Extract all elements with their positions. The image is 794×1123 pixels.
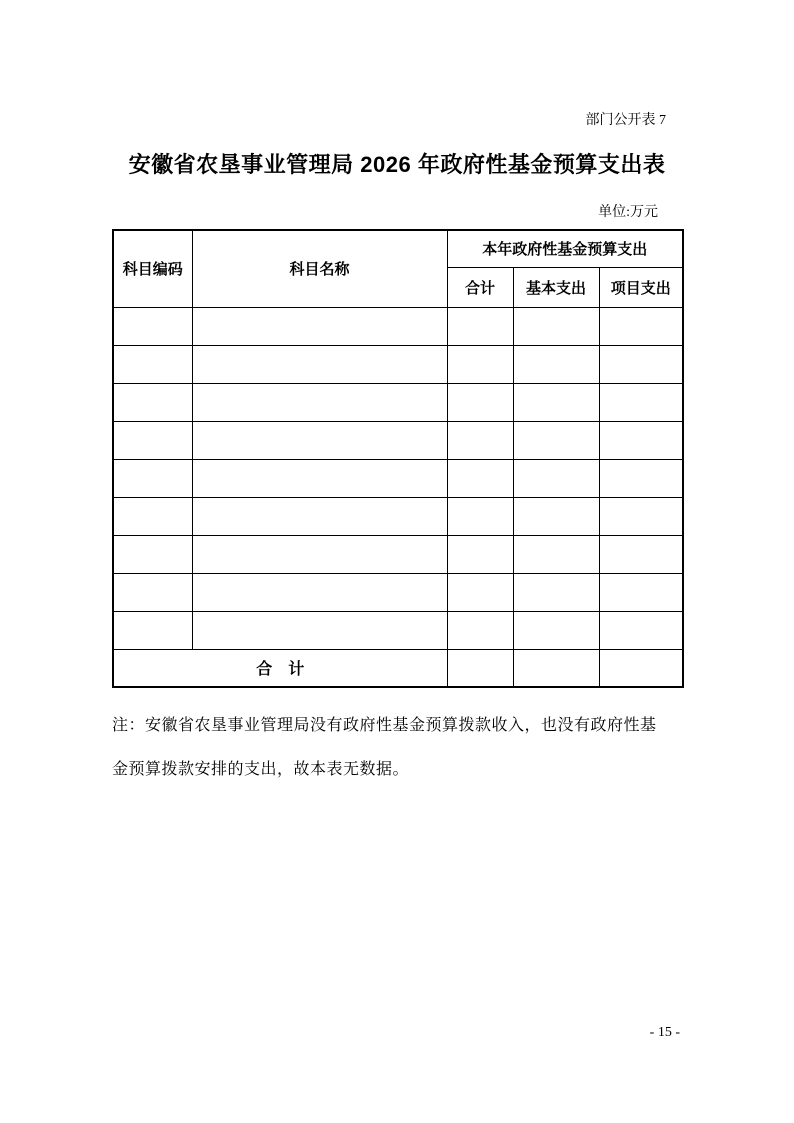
page-title: 安徽省农垦事业管理局 2026 年政府性基金预算支出表 (128, 152, 666, 177)
table-cell (192, 573, 447, 611)
table-cell (192, 383, 447, 421)
table-row (113, 459, 683, 497)
table-cell (113, 345, 192, 383)
table-cell (113, 611, 192, 649)
table-row (113, 497, 683, 535)
header-subject-code: 科目编码 (113, 230, 192, 307)
table-cell (192, 497, 447, 535)
total-row (113, 649, 683, 687)
page-number: - 15 - (649, 1025, 680, 1040)
table-row (113, 307, 683, 345)
table-cell (599, 611, 683, 649)
table-footer (113, 649, 683, 687)
table-header (113, 230, 683, 307)
table-cell (113, 459, 192, 497)
table-row (113, 611, 683, 649)
total-label-cell: 合 计 (113, 649, 447, 687)
table-cell (447, 421, 513, 459)
table-cell (513, 535, 599, 573)
table-cell (513, 421, 599, 459)
table-row (113, 383, 683, 421)
total-project-cell (599, 649, 683, 687)
table-cell (513, 459, 599, 497)
table-cell (447, 383, 513, 421)
header-project-expenditure: 项目支出 (599, 267, 683, 307)
table-cell (447, 573, 513, 611)
header-basic-expenditure: 基本支出 (513, 267, 599, 307)
table-cell (113, 307, 192, 345)
total-basic-cell (513, 649, 599, 687)
table-cell (599, 497, 683, 535)
table-cell (192, 421, 447, 459)
total-sum-cell (447, 649, 513, 687)
table-cell (447, 345, 513, 383)
table-cell (513, 611, 599, 649)
header-row-1 (113, 230, 683, 267)
note-line-1: 注：安徽省农垦事业管理局没有政府性基金预算拨款收入，也没有政府性基 (112, 717, 657, 734)
budget-table (112, 229, 684, 688)
table-row (113, 421, 683, 459)
header-total: 合计 (447, 267, 513, 307)
table-cell (599, 345, 683, 383)
table-cell (599, 307, 683, 345)
table-cell (113, 497, 192, 535)
table-cell (192, 611, 447, 649)
header-expenditure-group: 本年政府性基金预算支出 (447, 230, 683, 267)
table-cell (113, 573, 192, 611)
table-cell (447, 611, 513, 649)
content-area (112, 0, 682, 792)
note-line-2: 金预算拨款安排的支出，故本表无数据。 (112, 761, 410, 778)
table-cell (113, 383, 192, 421)
note (112, 704, 682, 792)
table-cell (447, 535, 513, 573)
table-body (113, 307, 683, 649)
table-cell (513, 497, 599, 535)
table-cell (513, 307, 599, 345)
table-cell (599, 535, 683, 573)
table-cell (192, 345, 447, 383)
table-cell (192, 459, 447, 497)
table-cell (599, 421, 683, 459)
table-cell (447, 307, 513, 345)
table-cell (113, 535, 192, 573)
table-row (113, 345, 683, 383)
unit-label: 单位:万元 (598, 205, 658, 220)
table-row (113, 573, 683, 611)
table-cell (513, 345, 599, 383)
table-cell (192, 307, 447, 345)
table-cell (513, 573, 599, 611)
table-cell (599, 573, 683, 611)
table-cell (192, 535, 447, 573)
header-subject-name: 科目名称 (192, 230, 447, 307)
table-cell (599, 459, 683, 497)
table-row (113, 535, 683, 573)
table-cell (599, 383, 683, 421)
doc-label: 部门公开表 7 (585, 113, 666, 128)
table-cell (447, 459, 513, 497)
table-cell (113, 421, 192, 459)
table-cell (447, 497, 513, 535)
table-cell (513, 383, 599, 421)
